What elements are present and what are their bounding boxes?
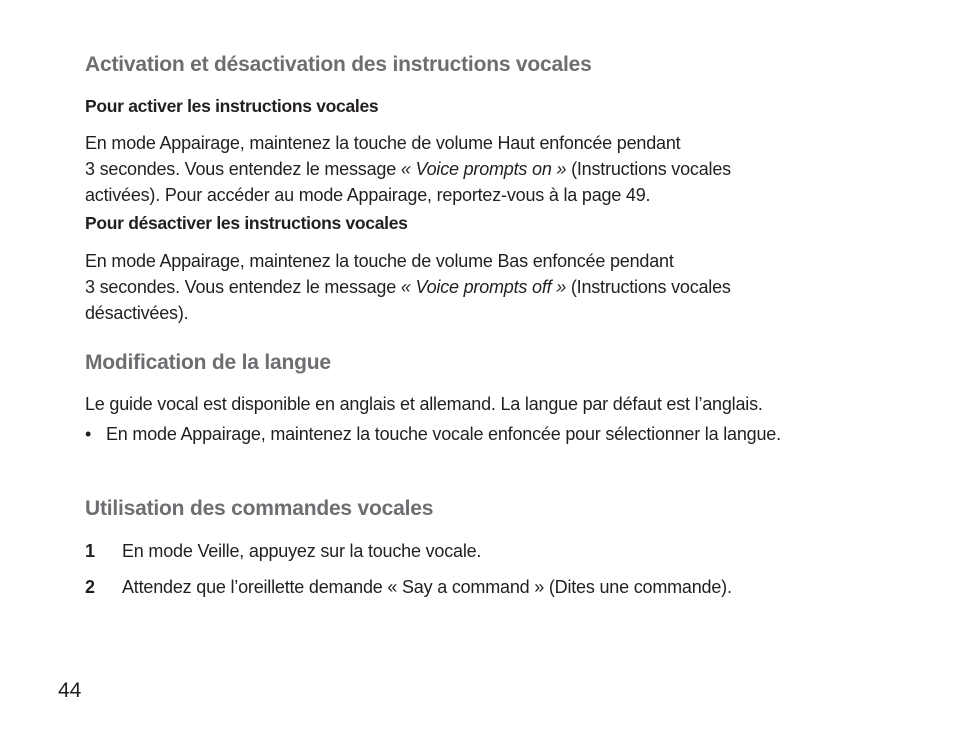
text-line: désactivées). bbox=[85, 303, 189, 323]
section-title-language: Modification de la langue bbox=[85, 351, 331, 374]
bullet-mark: • bbox=[85, 424, 92, 444]
text-line: 3 secondes. Vous entendez le message « Voice prompts on » (Instructions vocales bbox=[85, 159, 731, 179]
text-line: En mode Appairage, maintenez la touche de volume Bas enfoncée pendant bbox=[85, 251, 674, 271]
step-text: Attendez que l’oreillette demande « Say a command » (Dites une commande). bbox=[122, 577, 732, 597]
text-line: 3 secondes. Vous entendez le message « Voice prompts off » (Instructions vocales bbox=[85, 277, 731, 297]
paragraph-disable-prompts bbox=[85, 248, 875, 326]
text-line: activées). Pour accéder au mode Appairage, reportez-vous à la page 49. bbox=[85, 185, 651, 205]
page-number: 44 bbox=[58, 679, 82, 702]
subtitle-disable-prompts: Pour désactiver les instructions vocales bbox=[85, 213, 408, 233]
step-number: 2 bbox=[85, 577, 95, 597]
subtitle-enable-prompts: Pour activer les instructions vocales bbox=[85, 96, 379, 116]
section-title-activation: Activation et désactivation des instructions vocales bbox=[85, 53, 592, 76]
bullet-text: En mode Appairage, maintenez la touche vocale enfoncée pour sélectionner la langue. bbox=[106, 424, 781, 444]
text-line: En mode Appairage, maintenez la touche de volume Haut enfoncée pendant bbox=[85, 133, 681, 153]
step-text: En mode Veille, appuyez sur la touche vocale. bbox=[122, 541, 482, 561]
paragraph-enable-prompts bbox=[85, 130, 875, 208]
voice-prompt-off-quote: « Voice prompts off » bbox=[400, 277, 567, 297]
section-title-commands: Utilisation des commandes vocales bbox=[85, 497, 434, 520]
step-number: 1 bbox=[85, 541, 95, 561]
paragraph-language-intro: Le guide vocal est disponible en anglais et allemand. La langue par défaut est l’anglais. bbox=[85, 394, 763, 414]
voice-prompt-on-quote: « Voice prompts on » bbox=[400, 159, 567, 179]
